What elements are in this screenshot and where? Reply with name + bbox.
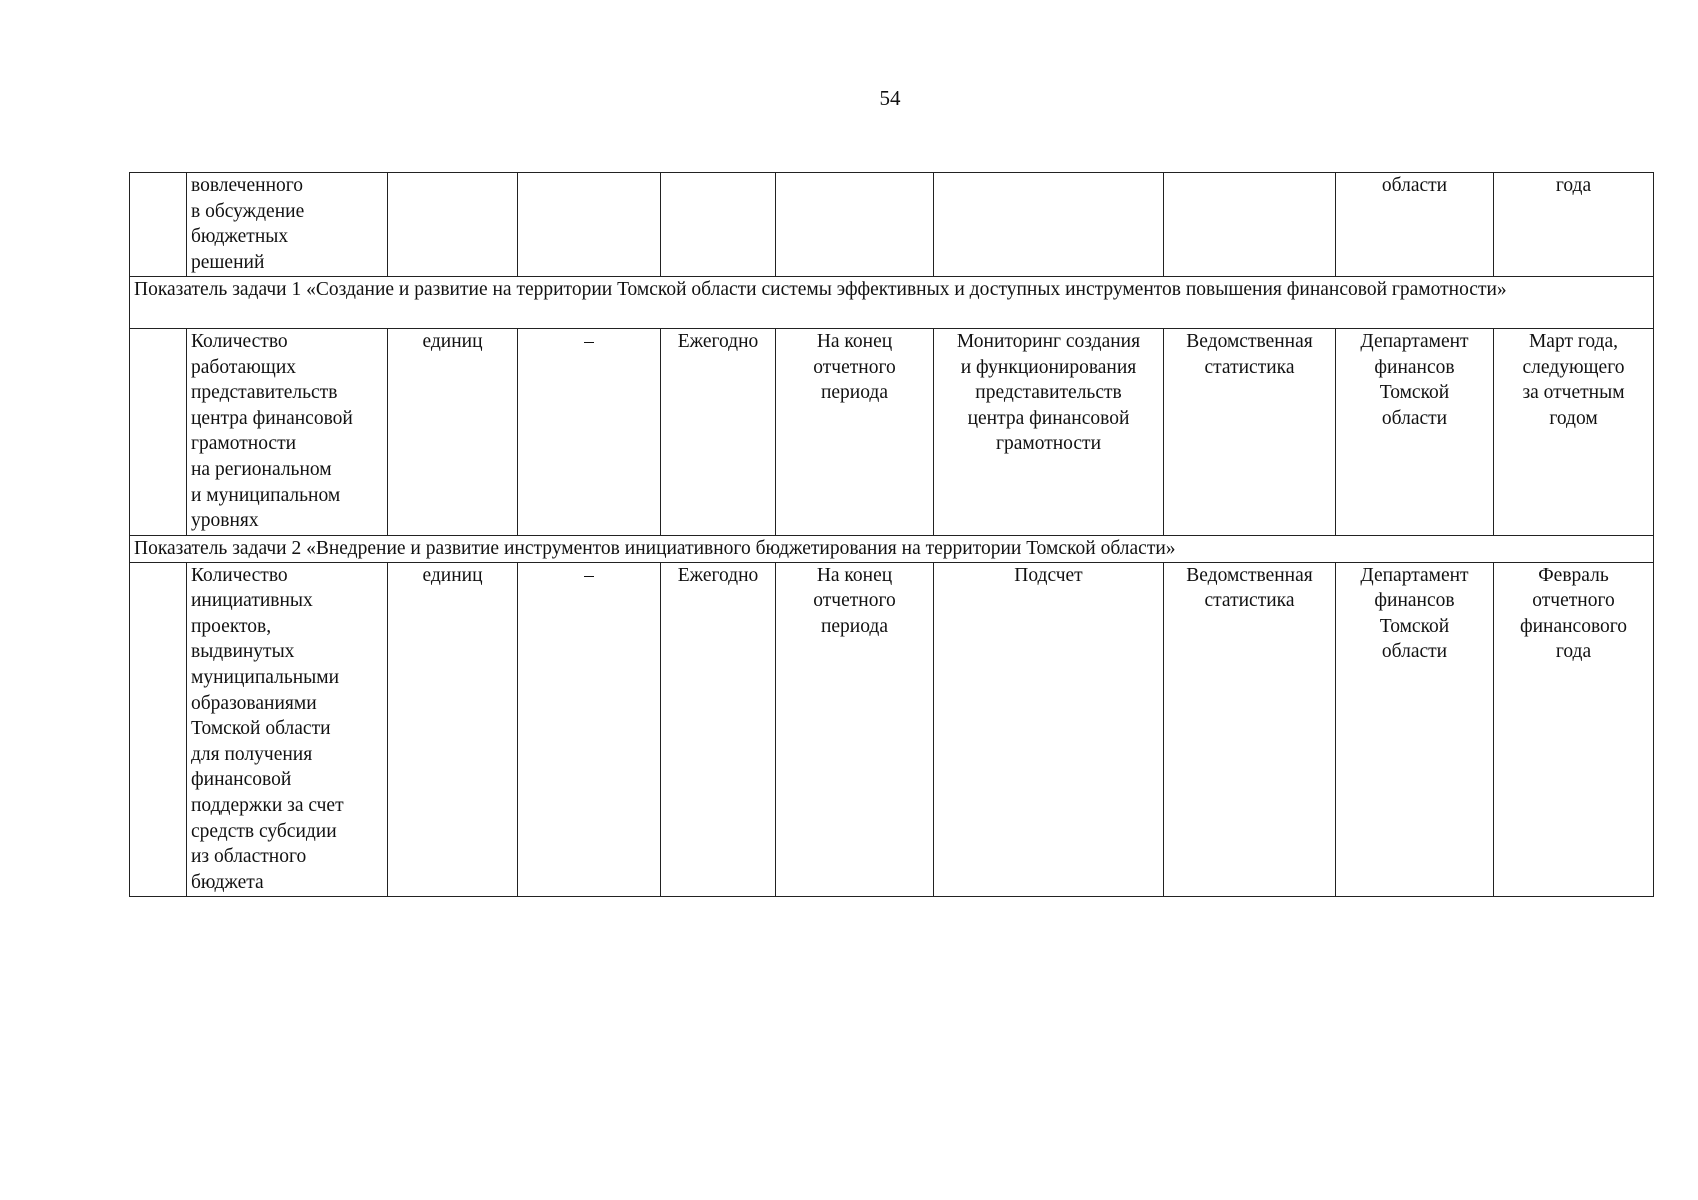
- cell-number: [130, 329, 187, 536]
- cell-frequency: Ежегодно: [661, 329, 776, 536]
- cell-number: [130, 173, 187, 277]
- cell-method: [934, 173, 1164, 277]
- section-header-task2: Показатель задачи 2 «Внедрение и развитие инструментов инициативного бюджетирования на территории Томской области»: [130, 536, 1654, 563]
- cell-dash: [518, 173, 661, 277]
- cell-period: На конец отчетного периода: [776, 329, 934, 536]
- cell-deadline: Февраль отчетного финансового года: [1494, 562, 1654, 896]
- cell-unit: единиц: [388, 329, 518, 536]
- table-row-continuation: [130, 173, 1654, 277]
- cell-source: Ведомственная статистика: [1164, 562, 1336, 896]
- cell-dash: –: [518, 562, 661, 896]
- cell-frequency: [661, 173, 776, 277]
- cell-indicator: вовлеченного в обсуждение бюджетных решений: [187, 173, 388, 277]
- cell-source: Ведомственная статистика: [1164, 329, 1336, 536]
- cell-responsible: Департамент финансов Томской области: [1336, 562, 1494, 896]
- cell-unit: [388, 173, 518, 277]
- cell-number: [130, 562, 187, 896]
- cell-method: Мониторинг создания и функционирования представительств центра финансовой грамотности: [934, 329, 1164, 536]
- table-row-task2: [130, 562, 1654, 896]
- section-header-task1: Показатель задачи 1 «Создание и развитие на территории Томской области системы эффективных и доступных инструментов повышения финансовой грамотности»: [130, 277, 1654, 329]
- cell-indicator: Количество работающих представительств центра финансовой грамотности на региональном и муниципальном уровнях: [187, 329, 388, 536]
- cell-deadline: Март года, следующего за отчетным годом: [1494, 329, 1654, 536]
- section-row-task2: [130, 536, 1654, 563]
- cell-responsible: области: [1336, 173, 1494, 277]
- cell-period: На конец отчетного периода: [776, 562, 934, 896]
- table-row-task1: [130, 329, 1654, 536]
- cell-method: Подсчет: [934, 562, 1164, 896]
- cell-source: [1164, 173, 1336, 277]
- cell-dash: –: [518, 329, 661, 536]
- cell-responsible: Департамент финансов Томской области: [1336, 329, 1494, 536]
- cell-period: [776, 173, 934, 277]
- indicators-table: [129, 172, 1654, 897]
- section-row-task1: [130, 277, 1654, 329]
- cell-deadline: года: [1494, 173, 1654, 277]
- cell-indicator: Количество инициативных проектов, выдвинутых муниципальными образованиями Томской области для получения финансовой поддержки за счет средств субсидии из областного бюджета: [187, 562, 388, 896]
- page-number: 54: [879, 86, 901, 110]
- cell-frequency: Ежегодно: [661, 562, 776, 896]
- cell-unit: единиц: [388, 562, 518, 896]
